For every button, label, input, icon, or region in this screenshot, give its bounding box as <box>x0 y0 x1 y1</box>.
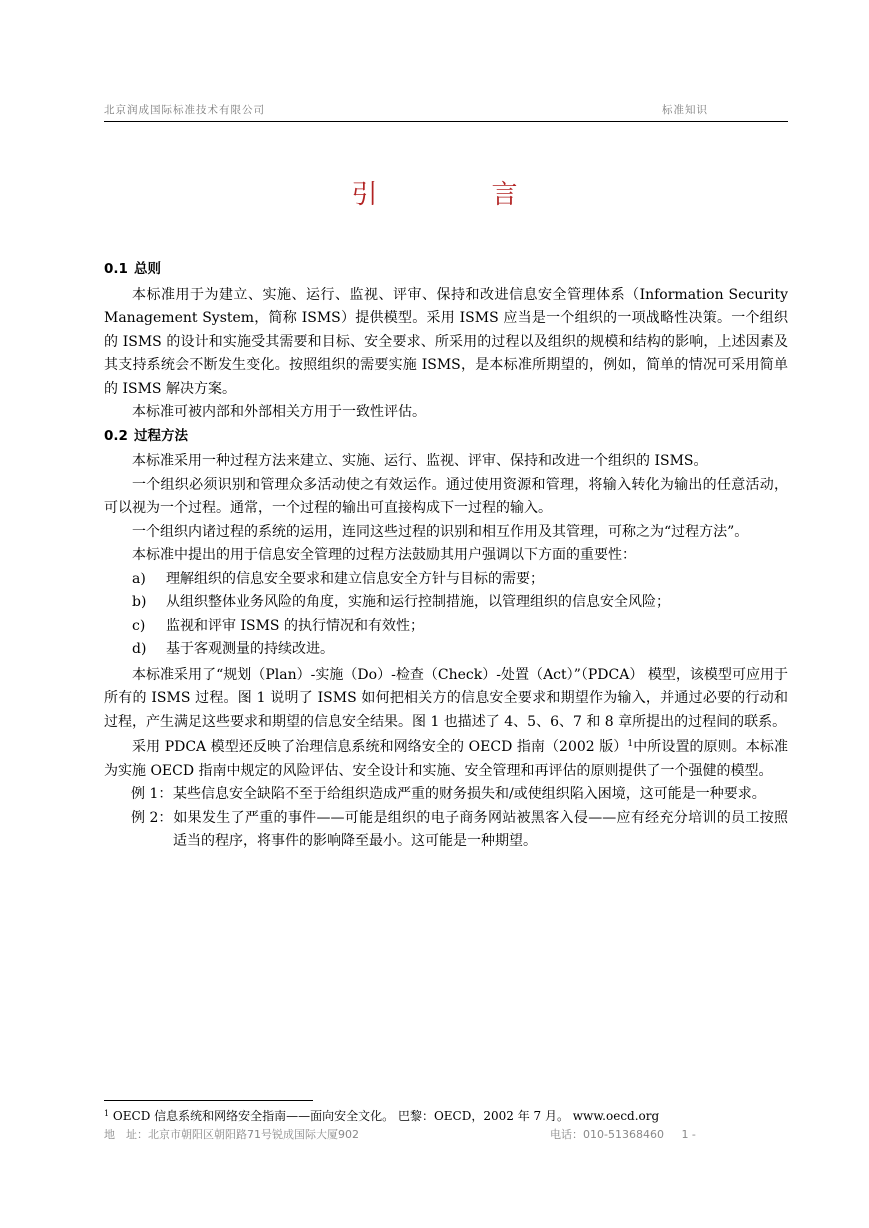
header-rule <box>104 121 788 122</box>
header-company: 北京润成国际标准技术有限公司 <box>104 104 265 116</box>
footnote-text: OECD 信息系统和网络安全指南——面向安全文化。 巴黎：OECD，2002 年 7 月。 www.oecd.org <box>112 1109 660 1123</box>
list-marker: a) <box>132 570 146 587</box>
document-body <box>104 258 788 854</box>
oecd-text-after: 中所设置的原则。本标准为实施 OECD 指南中规定的风险评估、安全设计和实施、安全管理和再评估的原则提供了一个强健的模型。 <box>104 739 789 779</box>
list-marker: b) <box>132 594 147 610</box>
document-title: 引 言 <box>351 180 562 210</box>
example-item <box>104 807 788 854</box>
section-title: 总则 <box>134 261 161 277</box>
section-heading-process-approach <box>104 425 788 449</box>
list-item <box>104 638 788 662</box>
footer-address: 地 址：北京市朝阳区朝阳路71号锐成国际大厦902 <box>104 1128 359 1141</box>
example-item <box>104 783 788 807</box>
list-marker: d) <box>132 641 147 657</box>
example-text: 如果发生了严重的事件——可能是组织的电子商务网站被黑客入侵——应有经充分培训的员工按照适当的程序，将事件的影响降至最小。这可能是一种期望。 <box>173 809 788 849</box>
example-marker: 例 2： <box>131 809 173 826</box>
paragraph-pdca: 本标准采用了“规划（Plan）-实施（Do）-检查（Check）-处置（Act）”（PDCA） 模型，该模型可应用于所有的 ISMS 过程。图 1 说明了 ISMS 如何把相关方的信息安全要求和期望作为输入，并通过必要的行动和过程，产生满足这些要求和期望的信息安全结果。图 1 也描述了 4、5、6、7 和 8 章所提出的过程间的联系。 <box>104 666 788 730</box>
paragraph: 本标准中提出的用于信息安全管理的过程方法鼓励其用户强调以下方面的重要性： <box>132 547 636 563</box>
example-marker: 例 1： <box>131 786 173 802</box>
footnote-rule <box>104 1100 313 1101</box>
section-heading-general <box>104 258 788 282</box>
footnote-mark: 1 <box>104 1109 110 1118</box>
section-number: 0.2 <box>104 427 128 444</box>
footer-phone: 电话：010-51368460 <box>550 1128 664 1141</box>
list-text: 理解组织的信息安全要求和建立信息安全方针与目标的需要； <box>166 570 544 587</box>
section-number: 0.1 <box>104 261 128 277</box>
paragraph: 一个组织必须识别和管理众多活动使之有效运作。通过使用资源和管理，将输入转化为输出的任意活动，可以视为一个过程。通常，一个过程的输出可直接构成下一过程的输入。 <box>104 476 788 516</box>
header-category: 标准知识 <box>662 104 708 116</box>
list-text: 从组织整体业务风险的角度，实施和运行控制措施，以管理组织的信息安全风险； <box>166 594 670 610</box>
list-item <box>104 568 788 592</box>
paragraph: 本标准用于为建立、实施、运行、监视、评审、保持和改进信息安全管理体系（Information Security Management System，简称 ISMS）提供模型。采用 ISMS 应当是一个组织的一项战略性决策。一个组织的 ISMS 的设计和实施受其需要和目标、安全要求、所采用的过程以及组织的规模和结构的影响，上述因素及其支持系统会不断发生变化。按照组织的需要实施 ISMS，是本标准所期望的，例如，简单的情况可采用简单的 ISMS 解决方案。 <box>104 286 788 397</box>
page-number: 1 - <box>681 1128 696 1141</box>
list-marker: c) <box>132 617 146 634</box>
paragraph-oecd <box>104 736 788 783</box>
oecd-text-before: 采用 PDCA 模型还反映了治理信息系统和网络安全的 OECD 指南（2002 版） <box>132 739 628 755</box>
paragraph: 本标准采用一种过程方法来建立、实施、运行、监视、评审、保持和改进一个组织的 ISMS。 <box>132 453 708 469</box>
list-item <box>104 591 788 615</box>
footer-contact <box>550 1126 696 1142</box>
page-footer <box>104 1126 788 1142</box>
footnote-reference: 1 <box>627 739 634 749</box>
footnote <box>104 1108 794 1124</box>
example-text: 某些信息安全缺陷不至于给组织造成严重的财务损失和/或使组织陷入困境，这可能是一种要求。 <box>173 786 766 802</box>
paragraph: 一个组织内诸过程的系统的运用，连同这些过程的识别和相互作用及其管理，可称之为“过程方法”。 <box>132 523 749 540</box>
section-title: 过程方法 <box>134 427 188 444</box>
list-item <box>104 615 788 639</box>
list-text: 监视和评审 ISMS 的执行情况和有效性； <box>166 617 424 634</box>
page-header <box>104 102 788 117</box>
paragraph: 本标准可被内部和外部相关方用于一致性评估。 <box>132 404 426 420</box>
list-text: 基于客观测量的持续改进。 <box>166 641 334 657</box>
